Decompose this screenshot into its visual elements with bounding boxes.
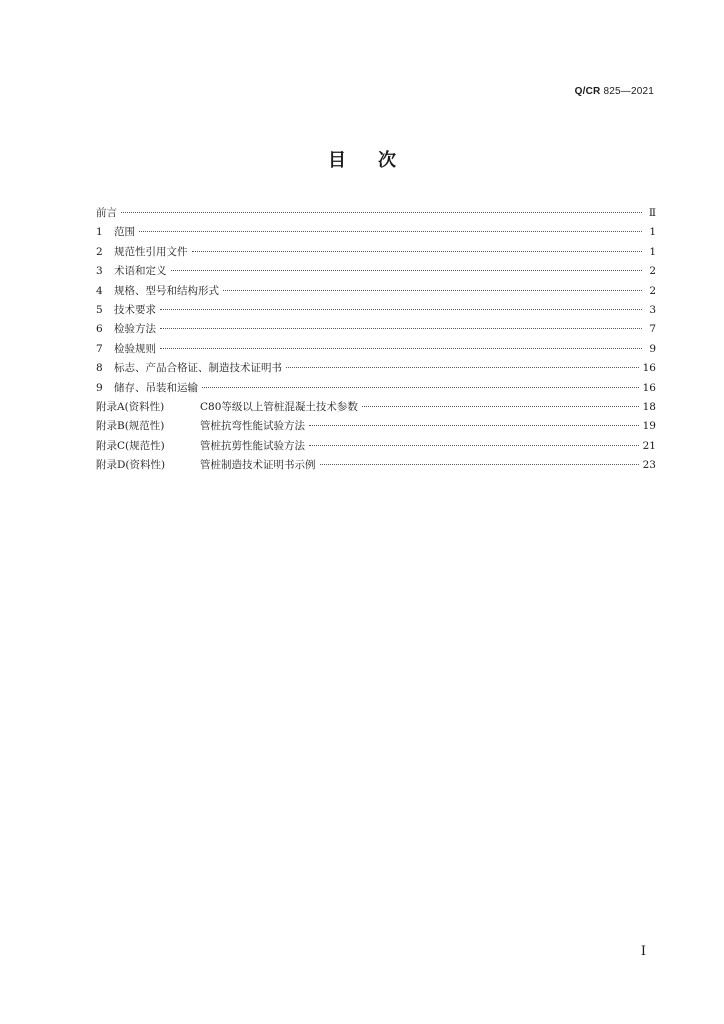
toc-entry[interactable] <box>96 380 656 399</box>
toc-entry-label: 标志、产品合格证、制造技术证明书 <box>114 362 282 375</box>
toc-entry[interactable] <box>96 341 656 360</box>
toc-entry-label: 技术要求 <box>114 303 156 316</box>
toc-page-number: 1 <box>649 245 656 258</box>
toc-entry[interactable] <box>96 457 656 476</box>
toc-entry-label: 附录A(资料性) <box>96 400 165 413</box>
toc-entry-number: 5 <box>96 303 103 316</box>
toc-entry[interactable] <box>96 418 656 437</box>
toc-page-number: 3 <box>649 303 656 316</box>
toc-page-number: Ⅱ <box>648 207 656 219</box>
toc-page-number: 23 <box>642 459 656 472</box>
toc-page-number: 18 <box>642 400 656 413</box>
toc-dot-leader <box>320 464 639 465</box>
standard-code-prefix: Q/CR <box>574 86 601 97</box>
toc-dot-leader <box>160 348 642 349</box>
toc-appendix-title: 管桩制造技术证明书示例 <box>200 459 316 472</box>
toc-dot-leader <box>309 425 639 426</box>
toc-page-number: 7 <box>649 323 656 336</box>
toc-appendix-title: 管桩抗弯性能试验方法 <box>200 420 305 433</box>
toc-entry-label: 检验方法 <box>114 323 156 336</box>
page-title: 目次 <box>328 150 428 171</box>
toc-dot-leader <box>160 309 642 310</box>
toc-entry-label: 附录C(规范性) <box>96 439 165 452</box>
toc-entry-number: 6 <box>96 323 103 336</box>
toc-entry-number: 9 <box>96 381 103 394</box>
toc-dot-leader <box>171 270 643 271</box>
standard-code <box>575 86 654 97</box>
toc-entry-label: 范围 <box>114 226 135 239</box>
toc-page-number: 9 <box>649 342 656 355</box>
toc-entry-label: 术语和定义 <box>114 265 167 278</box>
toc-dot-leader <box>362 406 639 407</box>
toc-page-number: 19 <box>642 420 656 433</box>
toc-dot-leader <box>286 367 639 368</box>
toc-page-number: 2 <box>649 265 656 278</box>
toc-entry-label: 规格、型号和结构形式 <box>114 284 219 297</box>
toc-entry[interactable] <box>96 205 656 224</box>
toc-appendix-title: C80等级以上管桩混凝土技术参数 <box>200 400 358 413</box>
toc-entry-label: 检验规则 <box>114 342 156 355</box>
toc-entry[interactable] <box>96 244 656 263</box>
toc-page-number: 21 <box>642 439 656 452</box>
toc-page-number: 16 <box>642 381 656 394</box>
toc-entry-number: 1 <box>96 226 103 239</box>
toc-entry-label: 储存、吊装和运输 <box>114 381 198 394</box>
toc-entry-label: 附录D(资料性) <box>96 459 166 472</box>
toc-entry-label: 附录B(规范性) <box>96 420 165 433</box>
toc-entry-number: 4 <box>96 284 103 297</box>
toc-entry-number: 8 <box>96 362 103 375</box>
toc-entry-label: 前言 <box>96 207 117 219</box>
toc-appendix-title: 管桩抗剪性能试验方法 <box>200 439 305 452</box>
toc-entry[interactable] <box>96 360 656 379</box>
toc-entry[interactable] <box>96 283 656 302</box>
toc-entry[interactable] <box>96 321 656 340</box>
standard-code-number: 825—2021 <box>603 86 654 97</box>
toc-entry-number: 7 <box>96 342 103 355</box>
toc-dot-leader <box>121 212 642 213</box>
toc-dot-leader <box>160 328 642 329</box>
toc-entry-label: 规范性引用文件 <box>114 245 188 258</box>
table-of-contents <box>96 205 656 476</box>
page-number: I <box>640 944 646 959</box>
toc-dot-leader <box>202 387 639 388</box>
toc-page-number: 1 <box>649 226 656 239</box>
toc-page-number: 2 <box>649 284 656 297</box>
toc-entry[interactable] <box>96 302 656 321</box>
toc-dot-leader <box>223 290 642 291</box>
toc-dot-leader <box>139 231 642 232</box>
toc-entry[interactable] <box>96 263 656 282</box>
toc-entry-number: 3 <box>96 265 103 278</box>
toc-entry-number: 2 <box>96 245 103 258</box>
toc-dot-leader <box>309 445 639 446</box>
toc-entry[interactable] <box>96 438 656 457</box>
toc-dot-leader <box>192 251 643 252</box>
toc-entry[interactable] <box>96 224 656 243</box>
toc-entry[interactable] <box>96 399 656 418</box>
toc-page-number: 16 <box>642 362 656 375</box>
